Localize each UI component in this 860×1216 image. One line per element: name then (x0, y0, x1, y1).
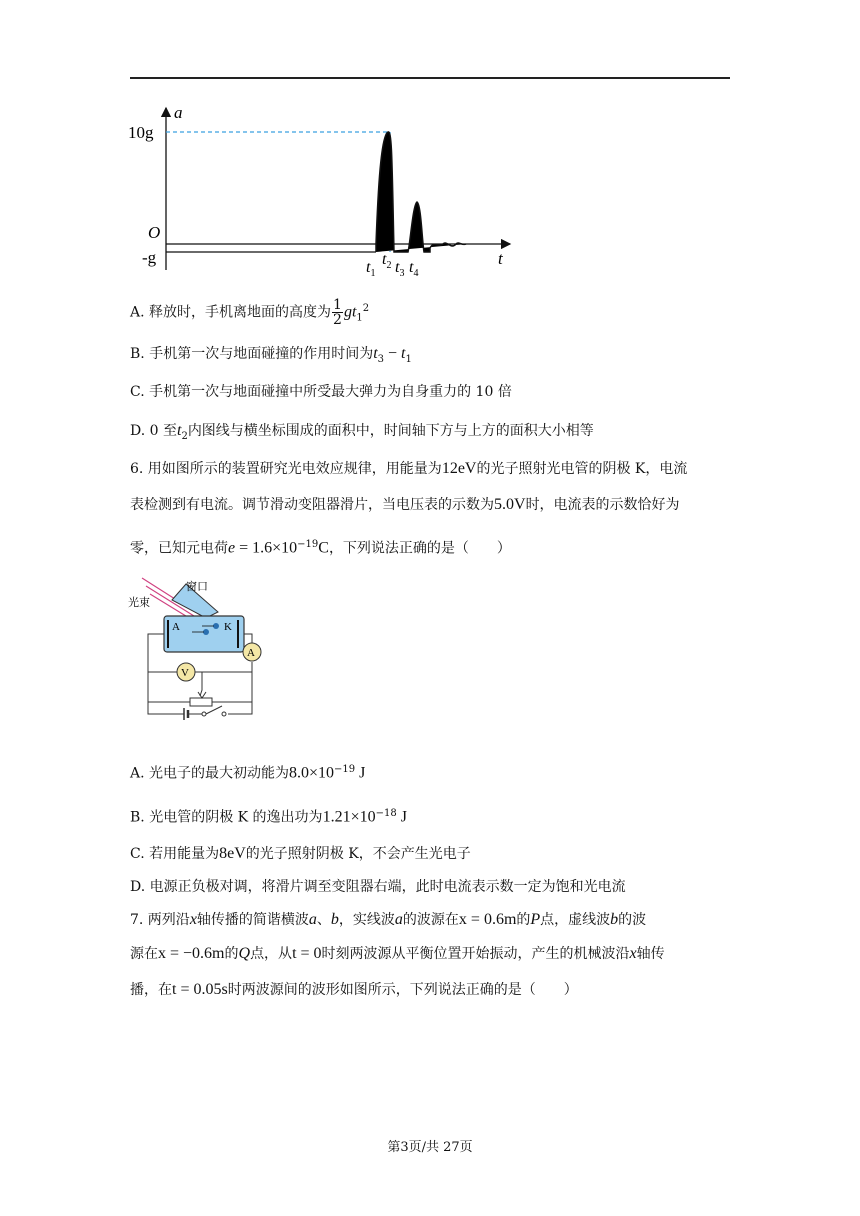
fraction: $\frac{1}{2}$ (333, 297, 342, 328)
label-10g: 10g (128, 123, 154, 142)
q6-stem-line1: 6. 用如图所示的装置研究光电效应规律，用能量为12eV的光子照射光电管的阴极 K，电流 (130, 460, 688, 477)
y-axis-label: a (174, 103, 183, 122)
q6-option-c: C. 若用能量为8eV的光子照射阴极 K，不会产生光电子 (130, 845, 471, 862)
label-cathode: K (224, 621, 232, 633)
q5-option-a: A. 释放时，手机离地面的高度为 $\frac{1}{2}$ $gt_1^2$ (130, 297, 370, 328)
svg-text:A: A (247, 647, 255, 659)
label-origin: O (148, 223, 161, 242)
svg-text:V: V (181, 667, 189, 679)
t-axis-label: t (498, 249, 503, 268)
q5-option-d: D. 0 至$t_2$内图线与横坐标围成的面积中，时间轴下方与上方的面积大小相等 (130, 422, 594, 442)
q7-stem-line2: 源在x = −0.6m的Q点，从t = 0时刻两波源从平衡位置开始振动，产生的机械波沿x轴传 (130, 945, 665, 962)
label-t3: $t_3$ (395, 259, 405, 279)
label-anode: A (172, 621, 180, 633)
label-t1: $t_1$ (366, 259, 376, 279)
label-window: 窗口 (186, 581, 208, 593)
header-rule (130, 77, 730, 79)
q5-option-b: B. 手机第一次与地面碰撞的作用时间为$t_3 - t_1$ (130, 345, 412, 365)
q6-option-a: A. 光电子的最大初动能为$8.0\times 10^{-19}$ J (130, 764, 366, 782)
q7-stem-line1: 7. 两列沿x轴传播的简谐横波a、b，实线波a的波源在x = 0.6m的P点，虚线波b的波 (130, 911, 647, 928)
label-beam: 光束 (128, 597, 150, 609)
label-neg-g: -g (142, 248, 157, 267)
rheostat (190, 698, 212, 706)
acceleration-time-graph (128, 100, 518, 280)
collision-curve (376, 132, 466, 252)
label-t4: $t_4$ (409, 259, 419, 279)
q6-stem-line3: 零，已知元电荷$e = 1.6\times 10^{-19}C$，下列说法正确的是（ ） (130, 539, 511, 557)
q6-stem-line2: 表检测到有电流。调节滑动变阻器滑片，当电压表的示数为5.0V时，电流表的示数恰好为 (130, 496, 680, 513)
q5-option-c: C. 手机第一次与地面碰撞中所受最大弹力为自身重力的 10 倍 (130, 384, 512, 400)
q6-option-d: D. 电源正负极对调，将滑片调至变阻器右端，此时电流表示数一定为饱和光电流 (130, 879, 626, 895)
q6-option-b: B. 光电管的阴极 K 的逸出功为$1.21\times 10^{-18}$ J (130, 808, 407, 826)
q7-stem-line3: 播，在t = 0.05s时两波源间的波形如图所示，下列说法正确的是（ ） (130, 981, 578, 998)
photoelectric-circuit-diagram (128, 572, 278, 732)
label-t2: $t_2$ (382, 251, 392, 271)
page-footer: 第3页/共 27页 (387, 1140, 473, 1155)
